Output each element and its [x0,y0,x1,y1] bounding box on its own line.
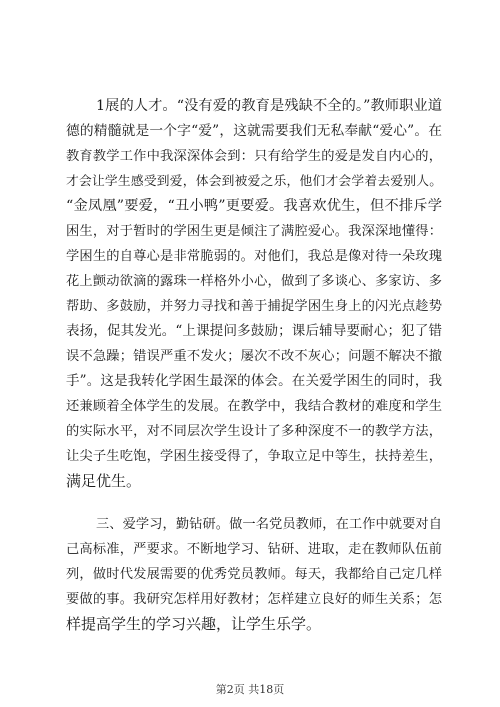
paragraph-line: 要做的事。我研究怎样用好教材；怎样建立良好的师生关系；怎 [66,592,442,607]
paragraph-line: 列，做时代发展需要的优秀党员教师。每天，我都给自己定几样 [66,567,442,582]
paragraph-line: 花上颤动欲滴的露珠一样格外小心，做到了多谈心、多家访、多 [66,274,442,289]
paragraph-line: 的实际水平，对不同层次学生设计了多种深度不一的教学方法， [66,424,442,439]
paragraph-line: 帮助、多鼓励，并努力寻找和善于捕捉学困生身上的闪光点趁势 [66,299,442,314]
paragraph-spacer [66,494,442,512]
paragraph-line: 1展的人才。“没有爱的教育是残缺不全的。”教师职业道 [96,98,442,114]
page-footer [0,681,500,697]
paragraph-2 [66,512,442,637]
paragraph-line: 满足优生。 [66,472,142,490]
paragraph-line: 学困生的自尊心是非常脆弱的。对他们，我总是像对待一朵玫瑰 [66,249,442,264]
paragraph-line: 还兼顾着全体学生的发展。在教学中，我结合教材的难度和学生 [66,399,442,414]
paragraph-line: 德的精髓就是一个字“爱”，这就需要我们无私奉献“爱心”。在 [66,123,442,139]
paragraph-line: 己高标准，严要求。不断地学习、钻研、进取，走在教师队伍前 [66,542,442,557]
paragraph-line: 误不急躁；错误严重不发火；屡次不改不灰心；问题不解决不撤 [66,349,442,364]
paragraph-line: 三、爱学习，勤钻研。做一名党员教师，在工作中就要对自 [96,517,442,532]
document-body [66,94,442,637]
paragraph-line: “金凤凰”要爱，“丑小鸭”更要爱。我喜欢优生，但不排斥学 [66,198,442,214]
paragraph-line: 样提高学生的学习兴趣，让学生乐学。 [66,615,322,633]
paragraph-line: 表扬，促其发光。“上课提问多鼓励；课后辅导要耐心；犯了错 [66,323,442,339]
page-number-label: 第2页 共18页 [215,683,285,696]
paragraph-line: 让尖子生吃饱，学困生接受得了，争取立足中等生，扶持差生， [66,449,442,464]
paragraph-line: 教育教学工作中我深深体会到：只有给学生的爱是发自内心的， [66,149,442,164]
paragraph-line: 困生，对于暂时的学困生更是倾注了满腔爱心。我深深地懂得： [66,224,442,239]
paragraph-1 [66,94,442,494]
paragraph-line: 才会让学生感受到爱，体会到被爱之乐，他们才会学着去爱别人。 [66,174,442,189]
paragraph-line: 手”。这是我转化学困生最深的体会。在关爱学困生的同时，我 [66,373,442,389]
